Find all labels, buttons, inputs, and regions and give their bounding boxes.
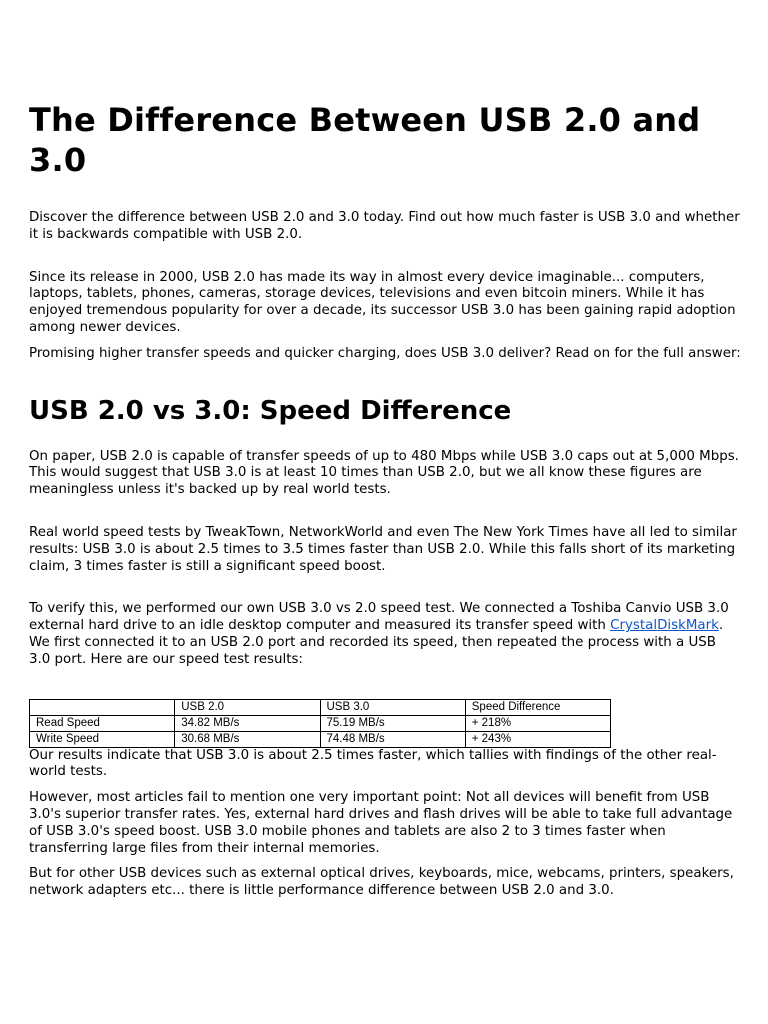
paragraph-results: Our results indicate that USB 3.0 is about 2.5 times faster, which tallies with findings of the other real-world tests. — [29, 747, 717, 780]
paragraph-on-paper: On paper, USB 2.0 is capable of transfer speeds of up to 480 Mbps while USB 3.0 caps out at 5,000 Mbps. This would suggest that USB 3.0 is at least 10 times than USB 2.0, but we all know these figures are meaningless unless it's backed up by real world tests. — [29, 448, 739, 498]
paragraph-verify-text-before: To verify this, we performed our own USB 3.0 vs 2.0 speed test. We connected a Toshiba Canvio USB 3.0 external hard drive to an idle desktop computer and measured its transfer speed with — [29, 601, 729, 634]
paragraph-not-all-devices: However, most articles fail to mention one very important point: Not all devices will benefit from USB 3.0's superior transfer rates. Yes, external hard drives and flash drives will be able to take full advantage of USB 3.0's speed boost. USB 3.0 mobile phones and tablets are also 2 to 3 times faster when transferring large files from their internal memories. — [29, 790, 733, 856]
paragraph-other-devices: But for other USB devices such as external optical drives, keyboards, mice, webcams, printers, speakers, network adapters etc... there is little performance difference between USB 2.0 and 3.0. — [29, 866, 734, 899]
table-header-cell: Speed Difference — [465, 699, 610, 715]
intro-paragraph: Discover the difference between USB 2.0 and 3.0 today. Find out how much faster is USB 3.0 and whether it is backwards compatible with USB 2.0. — [29, 210, 740, 242]
paragraph-verify-text-after: . We first connected it to an USB 2.0 port and recorded its speed, then repeated the process with a USB 3.0 port. Here are our speed test results: — [29, 618, 724, 667]
table-cell: Write Speed — [30, 731, 175, 747]
table-header-cell: USB 2.0 — [175, 699, 320, 715]
paragraph-real-world: Real world speed tests by TweakTown, NetworkWorld and even The New York Times have all led to similar results: USB 3.0 is about 2.5 times to 3.5 times faster than USB 2.0. While this falls short of its marketing claim, 3 times faster is still a significant speed boost. — [29, 524, 737, 574]
table-row — [30, 731, 611, 747]
paragraph-verify — [29, 601, 741, 668]
table-cell: 74.48 MB/s — [320, 731, 465, 747]
crystaldiskmark-link[interactable]: CrystalDiskMark — [610, 618, 719, 634]
article — [29, 100, 741, 900]
paragraph-usb-history: Since its release in 2000, USB 2.0 has made its way in almost every device imaginable... computers, laptops, tablets, phones, cameras, storage devices, televisions and even bitcoin miners. While it has enjoyed tremendous popularity for over a decade, its successor USB 3.0 has been gaining rapid adoption among newer devices. — [29, 269, 736, 335]
table-cell: 34.82 MB/s — [175, 715, 320, 731]
table-header-cell: USB 3.0 — [320, 699, 465, 715]
section-heading-speed: USB 2.0 vs 3.0: Speed Difference — [29, 395, 512, 426]
table-header-row — [30, 699, 611, 715]
table-row — [30, 715, 611, 731]
speed-test-table — [29, 699, 611, 748]
table-cell: + 243% — [465, 731, 610, 747]
table-cell: 75.19 MB/s — [320, 715, 465, 731]
table-header-cell — [30, 699, 175, 715]
article-title: The Difference Between USB 2.0 and 3.0 — [29, 101, 701, 179]
paragraph-promise: Promising higher transfer speeds and quicker charging, does USB 3.0 deliver? Read on for the full answer: — [29, 345, 741, 361]
table-cell: 30.68 MB/s — [175, 731, 320, 747]
table-cell: Read Speed — [30, 715, 175, 731]
table-cell: + 218% — [465, 715, 610, 731]
